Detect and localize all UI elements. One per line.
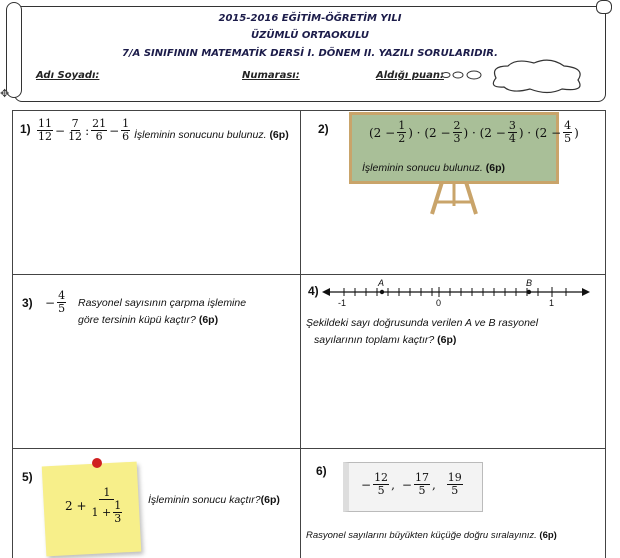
name-label: Adı Soyadı: bbox=[36, 70, 100, 81]
q1-number: 1) bbox=[20, 122, 31, 136]
school-year-title: 2015-2016 EĞİTİM-ÖĞRETİM YILI bbox=[218, 13, 402, 24]
q3-text-line1: Rasyonel sayısının çarpma işlemine bbox=[78, 297, 247, 309]
q6-text: Rasyonel sayılarını büyükten küçüğe doğru sıralayınız. (6p) bbox=[306, 530, 557, 541]
score-label: Aldığı puan: bbox=[376, 70, 444, 81]
move-handle-icon[interactable]: ✥ bbox=[0, 88, 10, 100]
grid-divider-row1 bbox=[12, 274, 606, 275]
scroll-curl-right bbox=[596, 0, 612, 14]
q2-expression: (2 − $\frac{1}{2}$ ) · (2 − $\frac{2}{3}$ ) · (2 − $\frac{3}{4}$ ) · (2 − $\frac{4}{5}$ ) bbox=[369, 119, 579, 145]
exam-title: 7/A SINIFININ MATEMATİK DERSİ I. DÖNEM II. YAZILI SORULARIDIR. bbox=[122, 48, 498, 59]
score-cloud-icon bbox=[438, 58, 590, 94]
tick-zero: 0 bbox=[436, 298, 442, 308]
grid-divider-vertical bbox=[300, 110, 301, 558]
tick-one: 1 bbox=[549, 298, 555, 308]
q2-number: 2) bbox=[318, 122, 329, 136]
q4-text-line2: sayılarının toplamı kaçtır? (6p) bbox=[314, 334, 457, 346]
tick-minus-one: -1 bbox=[338, 298, 347, 308]
q1-expression: $\frac{11}{12}$ − $\frac{7}{12}$ : $\frac{21}{6}$ − $\frac{1}{6}$ bbox=[38, 117, 130, 143]
q6-fractions: − $\frac{12}{5}$ , − $\frac{17}{5}$ , $\frac{19}{5}$ bbox=[361, 471, 462, 497]
q3-fraction: − $\frac{4}{5}$ bbox=[45, 289, 66, 315]
number-label: Numarası: bbox=[242, 70, 300, 81]
point-b-label: B bbox=[526, 278, 533, 288]
q4-text-line1: Şekildeki sayı doğrusunda verilen A ve B rasyonel bbox=[306, 317, 539, 329]
push-pin-icon bbox=[92, 458, 102, 468]
q5-number: 5) bbox=[22, 470, 33, 484]
q3-text-line2: göre tersinin küpü kaçtır? (6p) bbox=[78, 314, 219, 326]
grid-divider-row2 bbox=[12, 448, 606, 449]
school-name: ÜZÜMLÜ ORTAOKULU bbox=[250, 30, 370, 41]
q5-expression: 2 + 1 1 + $\frac{1}{3}$ bbox=[65, 486, 122, 525]
q6-number: 6) bbox=[316, 464, 327, 478]
q3-number: 3) bbox=[22, 296, 33, 310]
q5-text: İşleminin sonucu kaçtır?(6p) bbox=[148, 494, 280, 506]
q4-number: 4) bbox=[308, 284, 319, 298]
q2-text: İşleminin sonucu bulunuz. (6p) bbox=[362, 162, 505, 174]
q1-text: İşleminin sonucunu bulunuz. (6p) bbox=[134, 129, 289, 141]
easel-legs bbox=[424, 182, 484, 216]
point-a-label: A bbox=[378, 278, 385, 288]
